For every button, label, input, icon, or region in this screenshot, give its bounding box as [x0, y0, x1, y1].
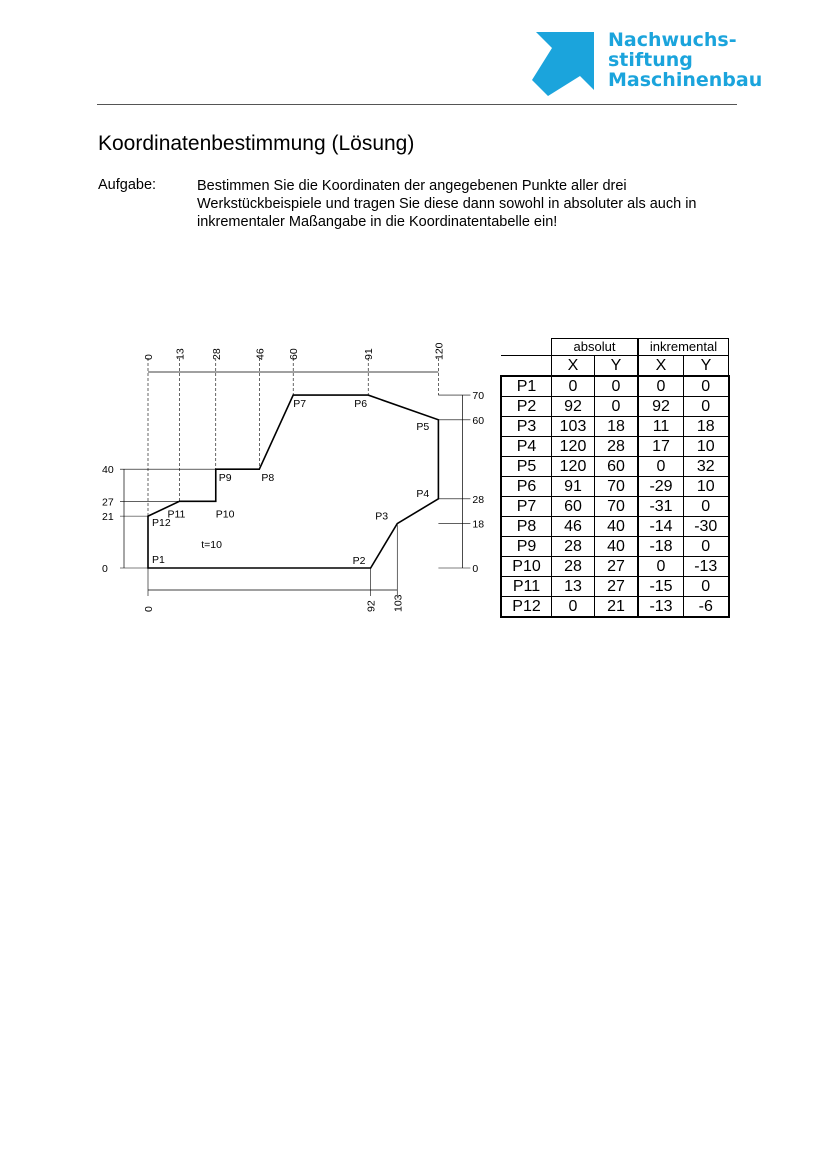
- table-row: [501, 397, 729, 417]
- top-dim-label: 60: [288, 348, 301, 360]
- cell-abs-y: 40: [595, 517, 639, 537]
- cell-point-label: P7: [501, 497, 552, 517]
- coordinate-table: [500, 338, 730, 618]
- table-row: [501, 597, 729, 618]
- cell-inc-y: 10: [684, 437, 729, 457]
- table-row: [501, 417, 729, 437]
- cell-abs-x: 120: [552, 457, 595, 477]
- header-inc-x: X: [638, 356, 684, 377]
- header-divider: [97, 104, 737, 105]
- cell-point-label: P5: [501, 457, 552, 477]
- page-title: Koordinatenbestimmung (Lösung): [98, 132, 415, 155]
- workpiece-outline: [148, 395, 438, 568]
- header-incremental: inkremental: [638, 339, 729, 356]
- task-text: Bestimmen Sie die Koordinaten der angegebenen Punkte aller drei Werkstückbeispiele und tragen Sie diese dann sowohl in absoluter als auch in inkrementaler Maßangabe in die Koordinatentabelle ein!: [197, 178, 697, 230]
- arrow-logo-icon: [532, 32, 596, 96]
- cell-point-label: P4: [501, 437, 552, 457]
- cell-abs-x: 60: [552, 497, 595, 517]
- cell-inc-y: 10: [684, 477, 729, 497]
- cell-abs-x: 92: [552, 397, 595, 417]
- point-label-p2: P2: [352, 555, 366, 567]
- cell-abs-y: 27: [595, 577, 639, 597]
- cell-point-label: P3: [501, 417, 552, 437]
- table-row: [501, 376, 729, 397]
- bottom-dim-label: 103: [392, 594, 405, 612]
- cell-point-label: P8: [501, 517, 552, 537]
- cell-inc-x: 17: [638, 437, 684, 457]
- cell-inc-y: -30: [684, 517, 729, 537]
- cell-point-label: P1: [501, 376, 552, 397]
- bottom-dim-label: 0: [143, 606, 155, 612]
- cell-point-label: P12: [501, 597, 552, 618]
- thickness-label: t=10: [201, 539, 222, 552]
- top-dim-label: 46: [254, 348, 267, 360]
- header-inc-y: Y: [684, 356, 729, 377]
- table-row: [501, 577, 729, 597]
- logo-line-2: stiftung: [608, 49, 693, 71]
- header-absolute: absolut: [552, 339, 639, 356]
- right-dim-label: 70: [472, 390, 485, 403]
- cell-inc-x: -13: [638, 597, 684, 618]
- table-row: [501, 477, 729, 497]
- logo-line-3: Maschinenbau: [608, 69, 763, 91]
- bottom-dim-label: 92: [365, 600, 378, 612]
- top-dim-label: 0: [143, 354, 155, 360]
- point-label-p3: P3: [375, 510, 389, 523]
- cell-inc-x: -29: [638, 477, 684, 497]
- cell-abs-y: 70: [595, 497, 639, 517]
- table-corner-2: [501, 356, 552, 377]
- header-abs-x: X: [552, 356, 595, 377]
- cell-inc-y: 0: [684, 376, 729, 397]
- cell-inc-y: 32: [684, 457, 729, 477]
- left-dim-label: 40: [102, 464, 114, 477]
- point-label-p5: P5: [416, 420, 430, 433]
- cell-abs-x: 0: [552, 376, 595, 397]
- cell-inc-x: -15: [638, 577, 684, 597]
- cell-inc-y: 0: [684, 537, 729, 557]
- point-label-p11: P11: [167, 508, 186, 521]
- cell-abs-x: 120: [552, 437, 595, 457]
- task-label: Aufgabe:: [98, 177, 157, 193]
- left-dim-label: 21: [102, 511, 114, 524]
- cell-inc-y: -13: [684, 557, 729, 577]
- cell-abs-x: 28: [552, 537, 595, 557]
- top-dim-label: 28: [210, 348, 223, 360]
- left-dim-label: 27: [102, 496, 114, 509]
- left-dim-label: 0: [102, 563, 108, 575]
- right-dim-label: 18: [472, 518, 485, 531]
- table-corner: [501, 339, 552, 356]
- cell-abs-y: 60: [595, 457, 639, 477]
- cell-abs-x: 28: [552, 557, 595, 577]
- cell-inc-y: 0: [684, 497, 729, 517]
- cell-abs-x: 13: [552, 577, 595, 597]
- point-label-p7: P7: [293, 398, 307, 411]
- right-dim-label: 60: [472, 414, 485, 427]
- cell-inc-y: -6: [684, 597, 729, 618]
- point-label-p9: P9: [218, 472, 232, 485]
- cell-inc-x: -31: [638, 497, 684, 517]
- cell-abs-y: 70: [595, 477, 639, 497]
- cell-inc-y: 0: [684, 577, 729, 597]
- point-label-p8: P8: [261, 472, 275, 485]
- top-dim-label: 13: [174, 348, 187, 360]
- point-label-p1: P1: [152, 554, 165, 566]
- right-dim-label: 0: [472, 563, 479, 575]
- table-row: [501, 457, 729, 477]
- cell-inc-x: 0: [638, 557, 684, 577]
- cell-abs-y: 27: [595, 557, 639, 577]
- top-dim-label: 91: [363, 348, 376, 360]
- table-row: [501, 537, 729, 557]
- logo-line-1: Nachwuchs-: [608, 29, 737, 51]
- cell-abs-x: 103: [552, 417, 595, 437]
- point-label-p6: P6: [354, 398, 368, 411]
- cell-inc-x: -14: [638, 517, 684, 537]
- cell-point-label: P10: [501, 557, 552, 577]
- cell-point-label: P2: [501, 397, 552, 417]
- cell-abs-x: 46: [552, 517, 595, 537]
- cell-point-label: P6: [501, 477, 552, 497]
- table-row: [501, 437, 729, 457]
- cell-abs-x: 91: [552, 477, 595, 497]
- table-row: [501, 557, 729, 577]
- logo-text: [608, 30, 762, 90]
- cell-inc-x: 11: [638, 417, 684, 437]
- table-row: [501, 517, 729, 537]
- cell-inc-x: -18: [638, 537, 684, 557]
- logo: [532, 29, 763, 98]
- header-abs-y: Y: [595, 356, 639, 377]
- cell-point-label: P9: [501, 537, 552, 557]
- cell-inc-x: 0: [638, 457, 684, 477]
- cell-abs-x: 0: [552, 597, 595, 618]
- point-label-p10: P10: [215, 508, 235, 521]
- point-label-p4: P4: [416, 487, 430, 500]
- cell-inc-x: 0: [638, 376, 684, 397]
- cell-abs-y: 0: [595, 376, 639, 397]
- cell-abs-y: 18: [595, 417, 639, 437]
- top-dim-label: 120: [433, 342, 446, 360]
- cell-abs-y: 0: [595, 397, 639, 417]
- cell-abs-y: 40: [595, 537, 639, 557]
- cell-inc-x: 92: [638, 397, 684, 417]
- cell-point-label: P11: [501, 577, 552, 597]
- table-row: [501, 497, 729, 517]
- cell-abs-y: 21: [595, 597, 639, 618]
- right-dim-label: 28: [472, 493, 485, 506]
- cell-abs-y: 28: [595, 437, 639, 457]
- point-label-p12: P12: [152, 517, 171, 530]
- cell-inc-y: 0: [684, 397, 729, 417]
- workpiece-drawing: [100, 340, 500, 620]
- cell-inc-y: 18: [684, 417, 729, 437]
